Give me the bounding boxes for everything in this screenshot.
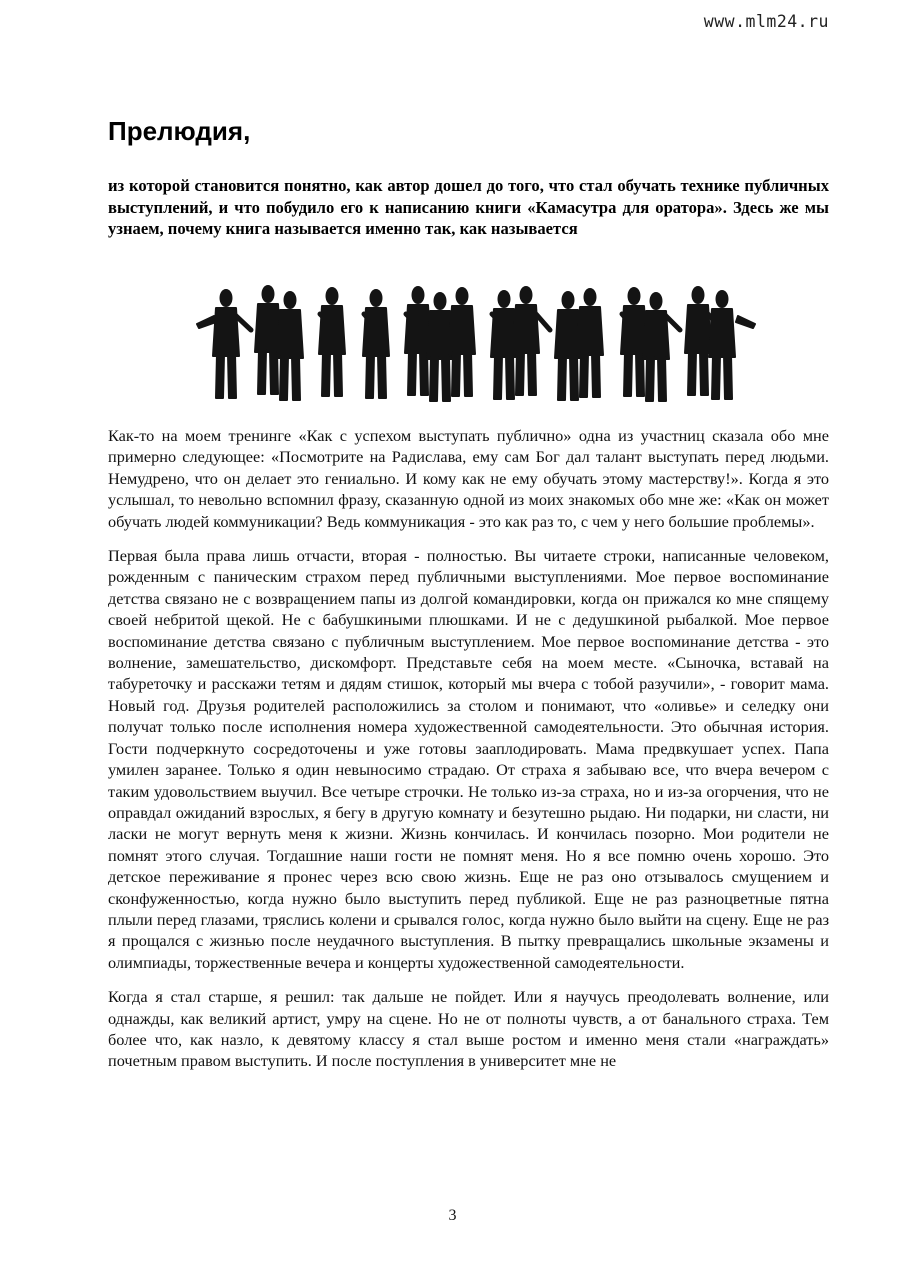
chapter-subtitle: из которой становится понятно, как автор дошел до того, что стал обучать технике публичных выступлений, и что побудило его к написанию книги «Камасутра для оратора». Здесь же мы узнаем, почему книга называется именно так, как называется: [108, 176, 829, 238]
paragraph-1: Как-то на моем тренинге «Как с успехом выступать публично» одна из участниц сказала обо мне примерно следующее: «Посмотрите на Радислава, ему сам Бог дал талант выступать перед людьми. Немудрено, что он делает это гениально. И кому как не ему обучать этому мастерству!». Когда я это услышал, то невольно вспомнил фразу, сказанную одной из моих знакомых обо мне же: «Как он может обучать людей коммуникации? Ведь коммуникация - это как раз то, с чем у него большие проблемы».: [108, 426, 829, 531]
body-text: [108, 425, 829, 1085]
page-title: Прелюдия,: [108, 116, 251, 146]
paragraph-2: Первая была права лишь отчасти, вторая - полностью. Вы читаете строки, написанные человеком, рожденным с паническим страхом перед публичными выступлениями. Мое первое воспоминание детства связано не с возвращением папы из долгой командировки, когда он прижался ко мне спящему своей небритой щекой. Не с бабушкиными плюшками. И не с дедушкиной рыбалкой. Мое первое воспоминание детства связано с публичным выступлением. Мое первое воспоминание детства - это волнение, замешательство, дискомфорт. Представьте себя на моем месте. «Сыночка, вставай на табуреточку и расскажи тетям и дядям стишок, который мы вчера с тобой разучили», - говорит мама. Новый год. Друзья родителей расположились за столом и понимают, что «оливье» и селедку они получат только после исполнения номера художественной самодеятельности. Это обычная история. Гости подчеркнуто сосредоточены и уже готовы зааплодировать. Мама предвкушает успех. Папа умилен заранее. Только я один невыносимо страдаю. От страха я забываю все, что вчера вечером с таким удовольствием выучил. Все четыре строчки. Не только из-за страха, но и из-за огорчения, что не оправдал ожиданий взрослых, я бегу в другую комнату и безутешно рыдаю. Ни подарки, ни сласти, ни ласки не могут вернуть меня к жизни. Жизнь кончилась. И кончилась позорно. Мои родители не помнят этого случая. Тогдашние наши гости не помнят меня. Но я все помню очень хорошо. Это детское переживание я пронес через всю свою жизнь. Еще не раз оно отзывалось смущением и сконфуженностью, когда нужно было выступить перед публикой. Еще не раз разноцветные пятна плыли перед глазами, тряслись колени и срывался голос, когда нужно было выйти на сцену. Еще не раз я прощался с жизнью после неудачного выступления. В пытку превращались школьные экзамены и олимпиады, торжественные вечера и концерты художественной самодеятельности.: [108, 546, 829, 972]
page-number: 3: [448, 1207, 457, 1224]
paragraph-3: Когда я стал старше, я решил: так дальше не пойдет. Или я научусь преодолевать волнение, или однажды, как великий артист, умру на сцене. Но не от полноты чувств, а от банального страха. Тем более что, как назло, к девятому классу я стал выше ростом и именно меня стали «награждать» почетным правом выступить. И после поступления в университет мне не: [108, 987, 829, 1071]
group-of-people-silhouettes-icon: [196, 284, 756, 402]
site-url: www.mlm24.ru: [703, 12, 829, 31]
